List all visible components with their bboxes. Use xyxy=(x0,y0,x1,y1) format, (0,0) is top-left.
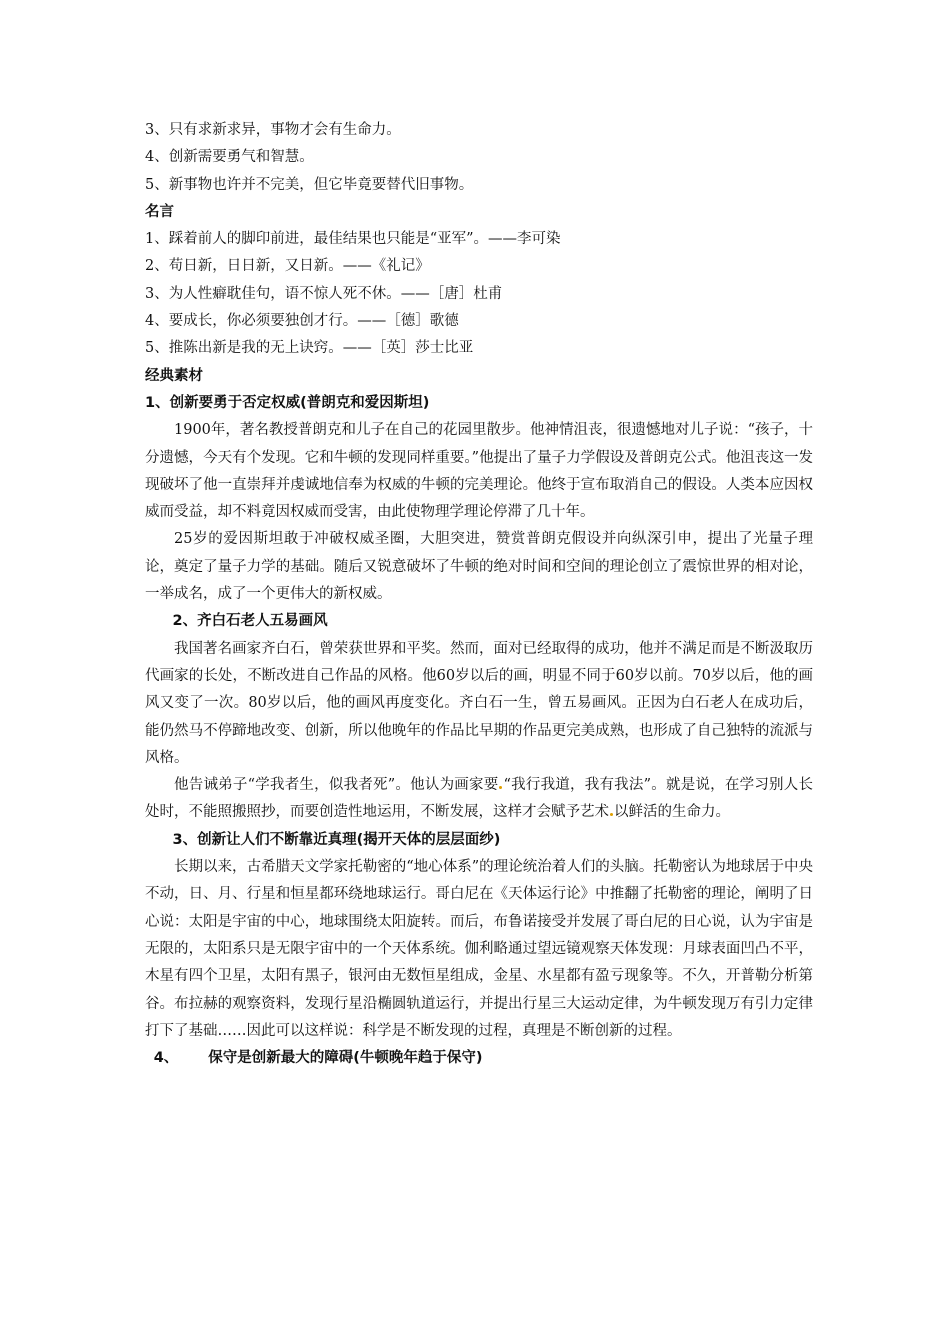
quotes-heading: 名言 xyxy=(145,203,174,220)
quote-item: 3、为人性癖耽佳句，语不惊人死不休。——［唐］杜甫 xyxy=(145,285,503,302)
quote-item: 1、踩着前人的脚印前进，最佳结果也只能是“亚军”。——李可染 xyxy=(145,231,561,248)
section-title: 1、创新要勇于否定权威(普朗克和爱因斯坦) xyxy=(145,394,430,411)
quote-item: 4、要成长，你必须要独创才行。——［德］歌德 xyxy=(145,313,459,330)
section-paragraph: 长期以来，古希腊天文学家托勒密的“地心体系”的理论统治着人们的头脑。托勒密认为地球居于中央不动，日、月、行星和恒星都环绕地球运行。哥白尼在《天体运行论》中推翻了托勒密的理论，阐明了日心说：太阳是宇宙的中心，地球围绕太阳旋转。而后，布鲁诺接受并发展了哥白尼的日心说，认为宇宙是无限的，太阳系只是无限宇宙中的一个天体系统。伽利略通过望远镜观察天体发现：月球表面凹凸不平，木星有四个卫星，太阳有黑子，银河由无数恒星组成，金星、水星都有盈亏现象等。不久，开普勒分析第谷。布拉赫的观察资料，发现行星沿椭圆轨道运行，并提出行星三大运动定律，为牛顿发现万有引力定律打下了基础……因此可以这样说：科学是不断发现的过程，真理是不断创新的过程。 xyxy=(145,859,813,1039)
document-page xyxy=(145,117,813,1072)
section-paragraph xyxy=(145,772,813,827)
section-title-text: 保守是创新最大的障碍(牛顿晚年趋于保守) xyxy=(208,1050,483,1067)
quote-item: 2、苟日新，日日新，又日新。——《礼记》 xyxy=(145,258,430,275)
section-title xyxy=(145,1045,813,1072)
section-title: 2、齐白石老人五易画风 xyxy=(172,613,328,630)
section-paragraph: 1900年，著名教授普朗克和儿子在自己的花园里散步。他神情沮丧，很遗憾地对儿子说：“孩子，十分遗憾，今天有个发现。它和牛顿的发现同样重要。”他提出了量子力学假设及普朗克公式。他沮丧这一发现破坏了他一直崇拜并虔诚地信奉为权威的牛顿的完美理论。他终于宣布取消自己的假设。人类本应因权威而受益，却不料竟因权威而受害，由此使物理学理论停滞了几十年。 xyxy=(145,422,813,521)
quote-text: 他告诫弟子“学我者生，似我者死”。他认为画家要 xyxy=(174,777,499,794)
section-paragraph: 我国著名画家齐白石，曾荣获世界和平奖。然而，面对已经取得的成功，他并不满足而是不断汲取历代画家的长处，不断改进自己作品的风格。他60岁以后的画，明显不同于60岁以前。70岁以后，他的画风又变了一次。80岁以后，他的画风再度变化。齐白石一生，曾五易画风。正因为白石老人在成功后，能仍然马不停蹄地改变、创新，所以他晚年的作品比早期的作品更完美成熟，也形成了自己独特的流派与风格。 xyxy=(145,640,813,766)
intro-point: 3、只有求新求异，事物才会有生命力。 xyxy=(145,122,401,138)
intro-point: 5、新事物也许并不完美，但它毕竟要替代旧事物。 xyxy=(145,176,474,193)
quote-text: 以鲜活的生命力。 xyxy=(614,804,730,821)
materials-heading: 经典素材 xyxy=(145,367,203,384)
section-number: 4、 xyxy=(153,1050,179,1067)
section-title: 3、创新让人们不断靠近真理(揭开天体的层层面纱) xyxy=(172,831,501,848)
quote-text: “我行我道，我有我法”。就是说，在学习别人长处时，不能照搬照抄，而要创造性地运用，不断发展，这样才会赋予艺术 xyxy=(145,777,814,821)
intro-point: 4、创新需要勇气和智慧。 xyxy=(145,149,314,166)
section-paragraph: 25岁的爱因斯坦敢于冲破权威圣圈，大胆突进，赞赏普朗克假设并向纵深引申，提出了光量子理论，奠定了量子力学的基础。随后又锐意破坏了牛顿的绝对时间和空间的理论创立了震惊世界的相对论，一举成名，成了一个更伟大的新权威。 xyxy=(145,531,813,603)
quote-item: 5、推陈出新是我的无上诀窍。——［英］莎士比亚 xyxy=(145,340,474,357)
mark-dot-icon xyxy=(610,813,613,816)
